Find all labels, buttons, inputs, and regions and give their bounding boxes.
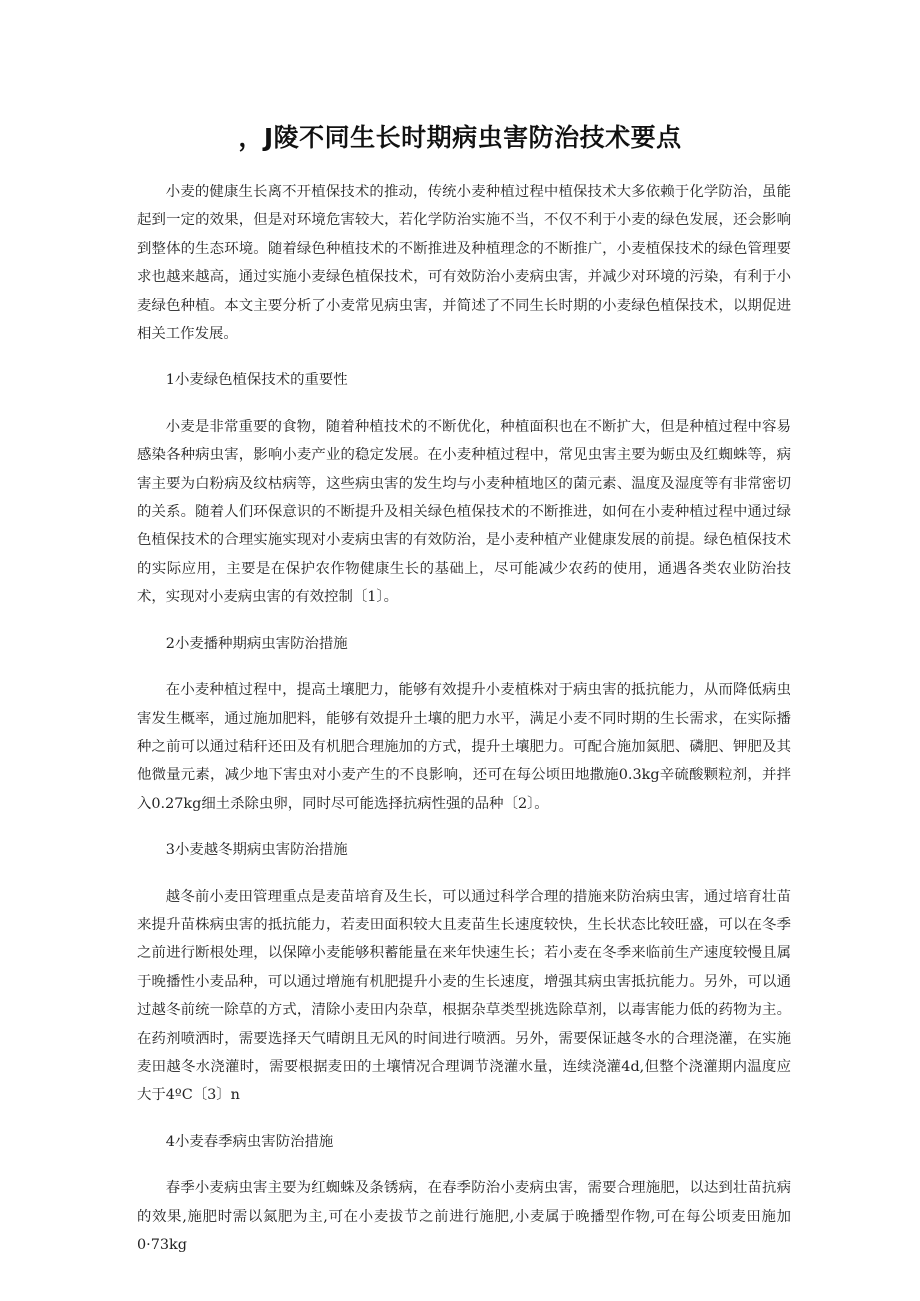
paragraph-section-2: 在小麦种植过程中，提高土壤肥力，能够有效提升小麦植株对于病虫害的抵抗能力，从而降低病虫害发生概率，通过施加肥料，能够有效提升土壤的肥力水平，满足小麦不同时期的生长需求，在实际播种之前可以通过秸秆还田及有机肥合理施加的方式，提升土壤肥力。可配合施加氮肥、磷肥、钾肥及其他微量元素，减少地下害虫对小麦产生的不良影响，还可在每公顷田地撒施0.3kg辛硫酸颗粒剂，并拌入0.27kg细土杀除虫卵，同时尽可能选择抗病性强的品种〔2〕。 — [137, 682, 791, 812]
paragraph-section-1: 小麦是非常重要的食物，随着种植技术的不断优化，种植面积也在不断扩大，但是种植过程中容易感染各种病虫害，影响小麦产业的稳定发展。在小麦种植过程中，常见虫害主要为蛎虫及红蜘蛛等，病害主要为白粉病及纹枯病等，这些病虫害的发生均与小麦种植地区的菌元素、温度及湿度等有非常密切的关系。随着人们环保意识的不断提升及相关绿色植保技术的不断推进，如何在小麦种植过程中通过绿色植保技术的合理实施实现对小麦病虫害的有效防治，是小麦种植产业健康发展的前提。绿色植保技术的实际应用，主要是在保护农作物健康生长的基础上，尽可能减少农药的使用，通遇各类农业防治技术，实现对小麦病虫害的有效控制〔1〕。 — [137, 418, 791, 606]
paragraph-intro: 小麦的健康生长离不开植保技术的推动，传统小麦种植过程中植保技术大多依赖于化学防治，虽能起到一定的效果，但是对环境危害较大，若化学防治实施不当，不仅不利于小麦的绿色发展，还会影响到整体的生态环境。随着绿色种植技术的不断推进及种植理念的不断推广，小麦植保技术的绿色管理要求也越来越高，通过实施小麦绿色植保技术，可有效防治小麦病虫害，并减少对环境的污染，有利于小麦绿色种植。本文主要分析了小麦常见病虫害，并简述了不同生长时期的小麦绿色植保技术，以期促进相关工作发展。 — [137, 184, 791, 343]
paragraph-section-3: 越冬前小麦田管理重点是麦苗培育及生长，可以通过科学合理的措施来防治病虫害，通过培育壮苗来提升苗株病虫害的抵抗能力，若麦田面积较大且麦苗生长速度较快，生长状态比较旺盛，可以在冬季之前进行断根处理，以保障小麦能够积蓄能量在来年快速生长；若小麦在冬季来临前生产速度较慢且属于晚播性小麦品种，可以通过增施有机肥提升小麦的生长速度，增强其病虫害抵抗能力。另外，可以通过越冬前统一除草的方式，清除小麦田内杂草，根据杂草类型挑选除草剂，以毒害能力低的药物为主。在药剂喷洒时，需要选择天气晴朗且无风的时间进行喷洒。另外，需要保证越冬水的合理浇灌，在实施麦田越冬水浇灌时，需要根据麦田的土壤情况合理调节浇灌水量，连续浇灌4d,但整个浇灌期内温度应大于4ºC〔3〕n — [137, 888, 791, 1104]
paragraph-section-4: 春季小麦病虫害主要为红蜘蛛及条锈病，在春季防治小麦病虫害，需要合理施肥，以达到壮苗抗病的效果,施肥时需以氮肥为主,可在小麦拔节之前进行施肥,小麦属于晚播型作物,可在每公顷麦田施加0·73kg — [137, 1180, 791, 1253]
section-heading-4: 4小麦春季病虫害防治措施 — [165, 1133, 334, 1150]
section-heading-3: 3小麦越冬期病虫害防治措施 — [165, 842, 348, 859]
section-heading-2: 2小麦播种期病虫害防治措施 — [165, 635, 348, 652]
document-body — [137, 178, 791, 1277]
document-title: ，J陵不同生长时期病虫害防治技术要点 — [238, 123, 682, 152]
section-heading-1: 1小麦绿色植保技术的重要性 — [165, 372, 348, 389]
